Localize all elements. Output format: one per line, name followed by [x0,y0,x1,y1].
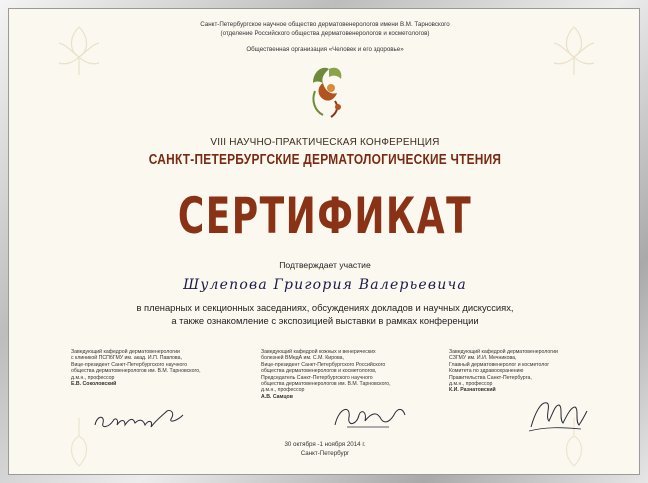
signatory-title-line: СЗГМУ им. И.И. Мечникова, [449,355,517,362]
signatory-title-line: с клиникой ПСПбГМУ им. акад. И.П. Павлова, [71,355,182,362]
participation-text-line-2: а также ознакомление с экспозицией выставки в рамках конференции [171,315,479,326]
signatory-title-line: Вице-президент Санкт-Петербургского научного [71,361,188,368]
signature-icon [329,397,409,433]
leaf-logo-icon [305,61,347,121]
participation-text-line-1: в пленарных и секционных заседаниях, обсуждениях докладов и научных дискуссиях, [136,302,514,313]
signatory-title-line: общества дерматовенерологов им. В.М. Тарновского, [261,381,391,388]
signatory-block-3 [449,349,609,394]
conference-name: САНКТ-ПЕТЕРБУРГСКИЕ ДЕРМАТОЛОГИЧЕСКИЕ ЧТЕНИЯ [148,152,502,168]
signatory-title-line: Главный дерматовенеролог и косметолог [449,361,550,368]
signatory-name: К.И. Разнатовский [449,387,496,394]
signatory-title-line: Вице-президент Санкт-Петербургского Российского [261,361,386,368]
organization-branch: (отделение Российского общества дерматовенерологов и косметологов) [220,30,430,37]
signatory-name: Е.В. Соколовский [71,381,117,388]
public-organization: Общественная организация «Человек и его здоровье» [246,46,404,53]
signatory-title-line: Комитета по здравоохранению [449,368,524,375]
signature-icon [521,393,591,437]
certificate-title: СЕРТИФИКАТ [177,187,473,245]
signatory-block-1 [71,349,231,387]
signatory-title-line: общества дерматовенерологов и косметологов, [261,368,377,375]
certificate-paper [8,8,640,475]
signature-icon [91,401,191,435]
signatory-title-line: д.м.н., профессор [449,381,493,388]
signatory-title-line: болезней ВМедА им. С.М. Кирова, [261,355,344,362]
signatory-title-line: д.м.н., профессор [71,374,115,381]
conference-subtitle: VIII НАУЧНО-ПРАКТИЧЕСКАЯ КОНФЕРЕНЦИЯ [210,137,440,148]
signatory-title-line: Заведующий кафедрой дерматовенерологии [449,349,558,355]
conference-dates: 30 октября -1 ноября 2014 г. [284,441,366,448]
signatory-name: А.В. Самцов [261,393,293,400]
organization-name: Санкт-Петербургское научное общество дерматовенерологов имени В.М. Тарновского [200,21,450,28]
signatory-title-line: д.м.н., профессор [261,387,305,394]
signatory-title-line: Правительства Санкт-Петербурга, [449,374,532,381]
signatory-title-line: Заведующий кафедрой кожных и венерических [261,349,376,355]
signatory-title-line: общества дерматовенерологов им. В.М. Тарновского, [71,368,201,375]
signatory-block-2 [261,349,431,400]
conference-city: Санкт-Петербург [300,450,350,457]
signatory-title-line: Председатель Санкт-Петербургского научного [261,374,373,381]
confirms-participation: Подтверждает участие [279,260,371,270]
recipient-name: Шулепова Григория Валерьевича [183,277,467,293]
signatory-title-line: Заведующий кафедрой дерматовенерологии [71,349,180,355]
